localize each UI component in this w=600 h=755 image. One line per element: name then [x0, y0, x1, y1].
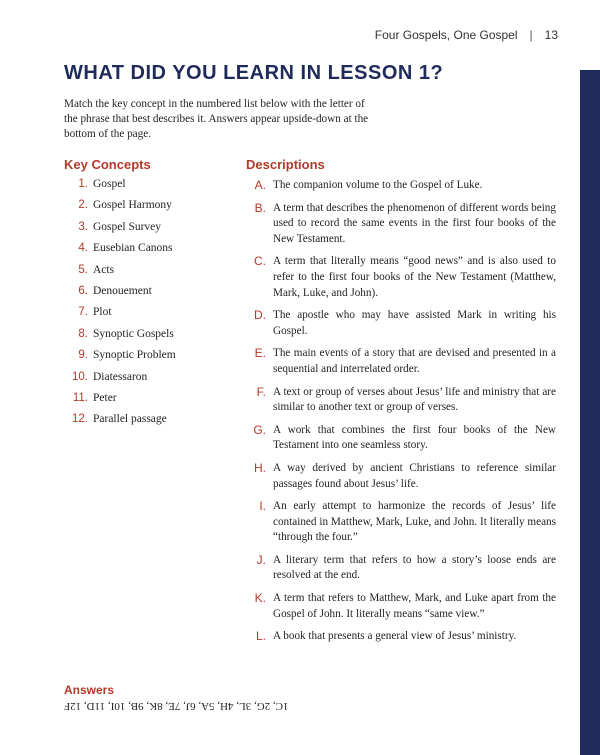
descriptions-list [246, 178, 556, 652]
concept-item [64, 221, 234, 242]
description-letter: A. [254, 178, 266, 192]
concept-number: 10. [72, 370, 88, 383]
description-text: The companion volume to the Gospel of Luke. [273, 179, 483, 191]
description-text: A literary term that refers to how a story’s loose ends are resolved at the end. [273, 553, 556, 582]
concept-item [64, 242, 234, 263]
concept-number: 8. [78, 327, 88, 340]
concept-label: Denouement [93, 284, 152, 297]
page-title: WHAT DID YOU LEARN IN LESSON 1? [64, 62, 444, 84]
description-text: A text or group of verses about Jesus’ life and ministry that are similar to another text or group of verses. [273, 385, 556, 414]
page-number: 13 [544, 28, 558, 42]
concept-item [64, 328, 234, 349]
sidebar-color-bar [580, 70, 600, 755]
concept-label: Eusebian Canons [93, 242, 173, 255]
description-item [246, 346, 556, 377]
concept-label: Gospel Survey [93, 220, 162, 233]
intro-text: Match the key concept in the numbered list below with the letter of the phrase that best describes it. Answers appear upside-down at the bottom of the page. [64, 98, 369, 140]
answers-upside-down-text: 1C, 2G, 3L, 4H, 5A, 6J, 7E, 8K, 9B, 10I, 11D, 12F [64, 700, 289, 712]
concept-item [64, 285, 234, 306]
concept-item [64, 306, 234, 327]
concept-item [64, 371, 234, 392]
concept-number: 3. [78, 220, 88, 233]
description-item [246, 591, 556, 622]
concept-item [64, 199, 234, 220]
description-item [246, 254, 556, 301]
description-text: The main events of a story that are devised and presented in a sequential and interrelated order. [273, 347, 556, 375]
concept-label: Peter [93, 391, 117, 404]
descriptions-heading: Descriptions [246, 157, 325, 172]
description-letter: H. [254, 460, 266, 475]
concept-item [64, 349, 234, 370]
answers-heading: Answers [64, 683, 115, 697]
concept-number: 1. [78, 178, 88, 190]
concept-number: 4. [78, 242, 88, 255]
description-letter: E. [254, 346, 266, 361]
concept-item [64, 178, 234, 199]
concept-label: Synoptic Problem [93, 349, 176, 362]
running-header [375, 28, 558, 42]
concept-number: 5. [78, 263, 88, 276]
description-item [246, 461, 556, 492]
key-concepts-heading: Key Concepts [64, 157, 151, 172]
description-item [246, 629, 556, 645]
concept-number: 2. [78, 199, 88, 212]
description-item [246, 178, 556, 194]
description-item [246, 308, 556, 339]
concept-label: Synoptic Gospels [93, 327, 174, 340]
concept-label: Gospel Harmony [93, 199, 172, 212]
concept-label: Acts [93, 263, 115, 276]
concept-number: 6. [78, 284, 88, 297]
concept-number: 7. [78, 306, 88, 319]
concept-number: 9. [78, 349, 88, 362]
description-item [246, 499, 556, 546]
description-letter: J. [256, 552, 266, 567]
description-text: A term that literally means “good news” and is also used to refer to the first four books of the New Testament (Matthew, Mark, Luke, and John). [273, 255, 556, 299]
description-letter: D. [254, 308, 266, 323]
description-letter: C. [254, 254, 266, 269]
key-concepts-list [64, 178, 234, 435]
description-letter: G. [253, 422, 266, 437]
description-letter: B. [254, 200, 266, 215]
book-title: Four Gospels, One Gospel [374, 28, 518, 42]
description-text: A term that refers to Matthew, Mark, and Luke apart from the Gospel of John. It literally means “same view.” [273, 592, 556, 620]
description-item [246, 423, 556, 454]
concept-number: 11. [72, 391, 88, 404]
description-item [246, 385, 556, 416]
description-text: A book that presents a general view of Jesus’ ministry. [273, 630, 517, 643]
description-text: An early attempt to harmonize the records of Jesus’ life contained in Matthew, Mark, Luke, and John. It literally means “through the four.” [273, 500, 556, 544]
description-text: A term that describes the phenomenon of different words being used to record the same events in the first four books of the New Testament. [273, 201, 556, 245]
description-letter: I. [259, 499, 266, 514]
description-letter: F. [256, 384, 266, 399]
description-text: The apostle who may have assisted Mark in writing his Gospel. [273, 309, 556, 337]
description-text: A way derived by ancient Christians to reference similar passages found about Jesus’ life. [273, 461, 556, 490]
concept-label: Parallel passage [93, 413, 167, 426]
concept-number: 12. [72, 413, 88, 426]
description-item [246, 201, 556, 248]
header-separator: | [529, 28, 533, 42]
description-letter: K. [254, 591, 266, 606]
concept-label: Plot [93, 306, 112, 319]
description-item [246, 553, 556, 584]
concept-item [64, 264, 234, 285]
concept-item [64, 392, 234, 413]
description-text: A work that combines the first four books of the New Testament into one seamless story. [273, 423, 556, 452]
concept-label: Diatessaron [93, 370, 148, 383]
description-letter: L. [255, 629, 266, 644]
concept-item [64, 413, 234, 434]
concept-label: Gospel [93, 178, 126, 190]
